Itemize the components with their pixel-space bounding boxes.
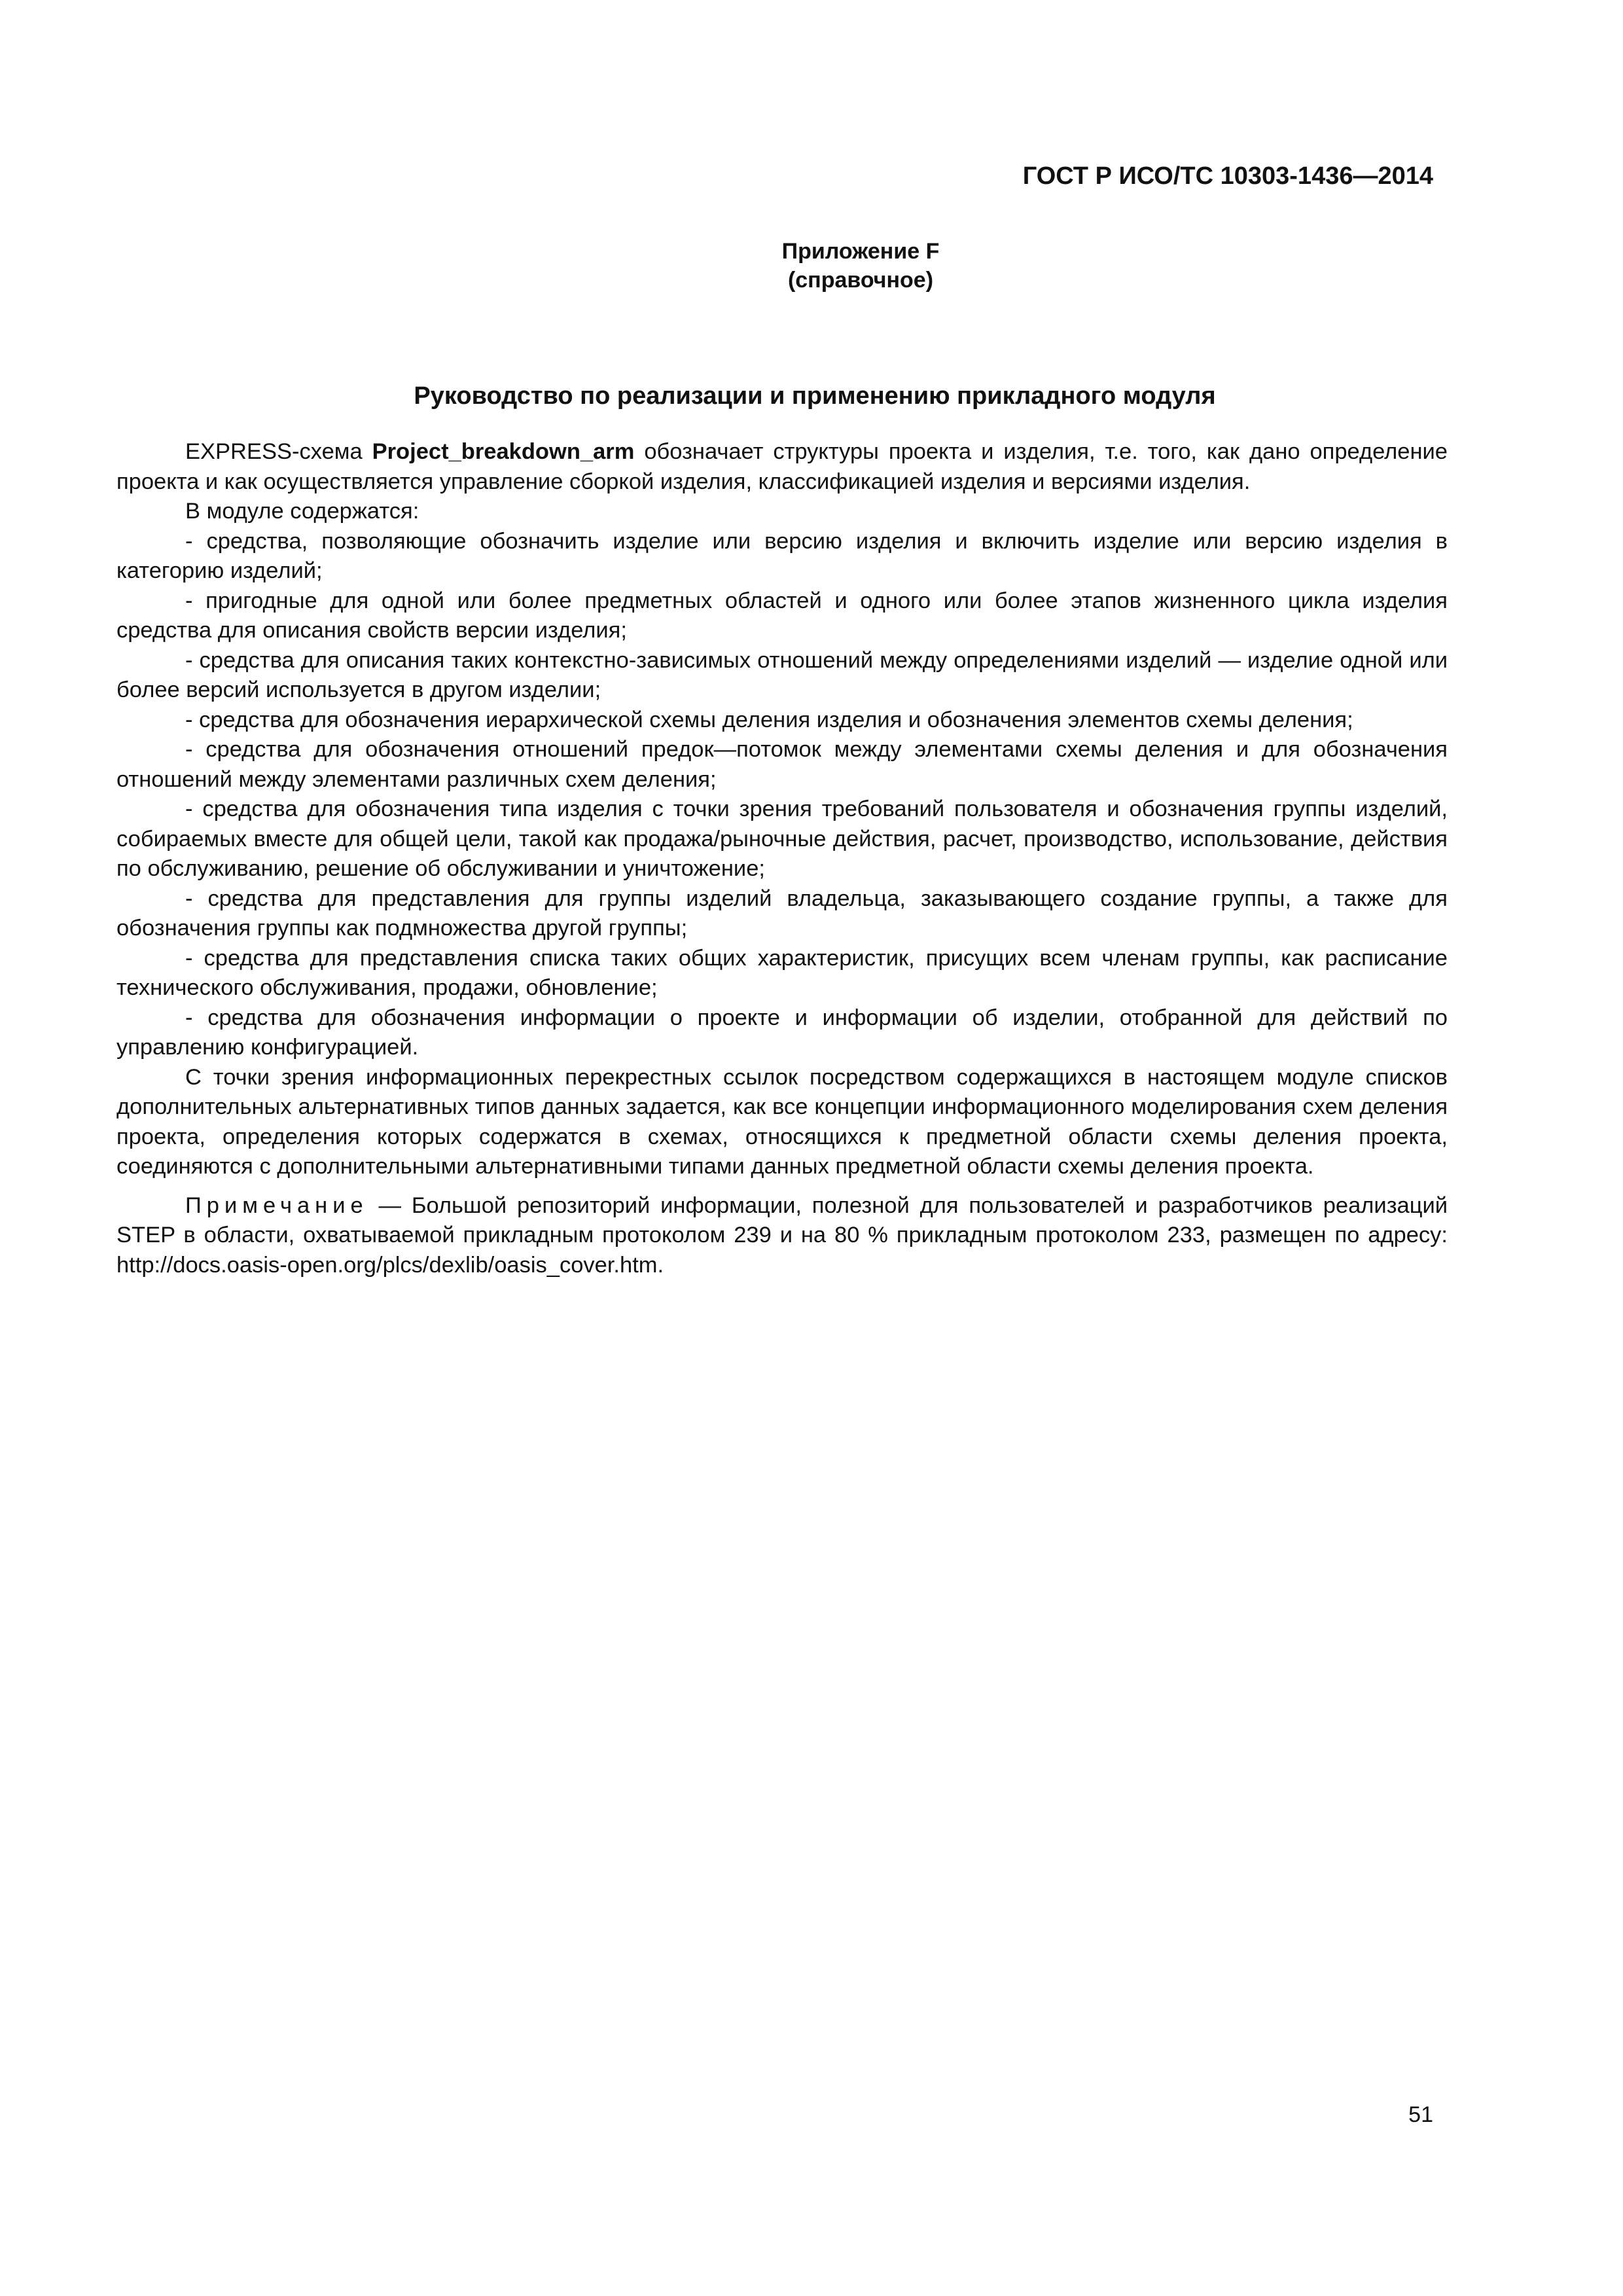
standard-code-header: ГОСТ Р ИСО/ТС 10303-1436—2014 xyxy=(1022,162,1433,190)
note-text: — Большой репозиторий информации, полезной для пользователей и разработчиков реализаций STEP в области, охватываемой прикладным протоколом 239 и на 80 % прикладным протоколом 233, размещен по адресу: http://docs.oasis-open.org/plcs/dexlib/oasis_cover.htm. xyxy=(116,1193,1448,1278)
intro-suffix: обозначает структуры проекта и изделия, т.е. того, как дано определение проекта и как осуществляется управление сборкой изделия, классификацией изделия и версиями изделия. xyxy=(116,439,1448,494)
list-item: - средства для обозначения типа изделия с точки зрения требований пользователя и обозначения группы изделий, собираемых вместе для общей цели, такой как продажа/рыночные действия, расчет, производство, использование, действия по обслуживанию, решение об обслуживании и уничтожение; xyxy=(116,797,1448,881)
list-item: - средства, позволяющие обозначить изделие или версию изделия и включить изделие или версию изделия в категорию изделий; xyxy=(116,528,1448,583)
intro-prefix: EXPRESS-схема xyxy=(185,439,372,464)
appendix-heading xyxy=(0,237,1623,295)
intro-paragraph xyxy=(116,437,1448,497)
page-number: 51 xyxy=(1408,2102,1433,2127)
list-item: - средства для обозначения иерархической схемы деления изделия и обозначения элементов схемы деления; xyxy=(185,707,1353,732)
list-item: - пригодные для одной или более предметных областей и одного или более этапов жизненного цикла изделия средства для описания свойств версии изделия; xyxy=(116,588,1448,643)
list-item: - средства для обозначения информации о проекте и информации об изделии, отобранной для действий по управлению конфигурацией. xyxy=(116,1005,1448,1060)
section-title: Руководство по реализации и применению прикладного модуля xyxy=(414,382,1216,410)
note-paragraph xyxy=(116,1191,1448,1281)
cross-reference-paragraph: С точки зрения информационных перекрестных ссылок посредством содержащихся в настоящем модуле списков дополнительных альтернативных типов данных задается, как все концепции информационного моделирования схем деления проекта, определения которых содержатся в схемах, относящихся к предметной области схемы деления проекта, соединяются с дополнительными альтернативными типами данных предметной области схемы деления проекта. xyxy=(116,1064,1448,1179)
appendix-title: Приложение F xyxy=(781,239,940,264)
list-item: - средства для описания таких контекстно-зависимых отношений между определениями изделий — изделие одной или более версий используется в другом изделии; xyxy=(116,647,1448,702)
schema-name: Project_breakdown_arm xyxy=(372,439,635,464)
note-label: Примечание xyxy=(185,1193,368,1218)
module-contains-paragraph: В модуле содержатся: xyxy=(185,499,419,524)
body-text xyxy=(116,437,1448,1280)
list-item: - средства для обозначения отношений предок—потомок между элементами схемы деления и для обозначения отношений между элементами различных схем деления; xyxy=(116,737,1448,792)
appendix-subtitle: (справочное) xyxy=(787,268,934,293)
list-item: - средства для представления для группы изделий владельца, заказывающего создание группы, а также для обозначения группы как подмножества другой группы; xyxy=(116,886,1448,941)
list-item: - средства для представления списка таких общих характеристик, присущих всем членам группы, как расписание технического обслуживания, продажи, обновление; xyxy=(116,945,1448,1000)
